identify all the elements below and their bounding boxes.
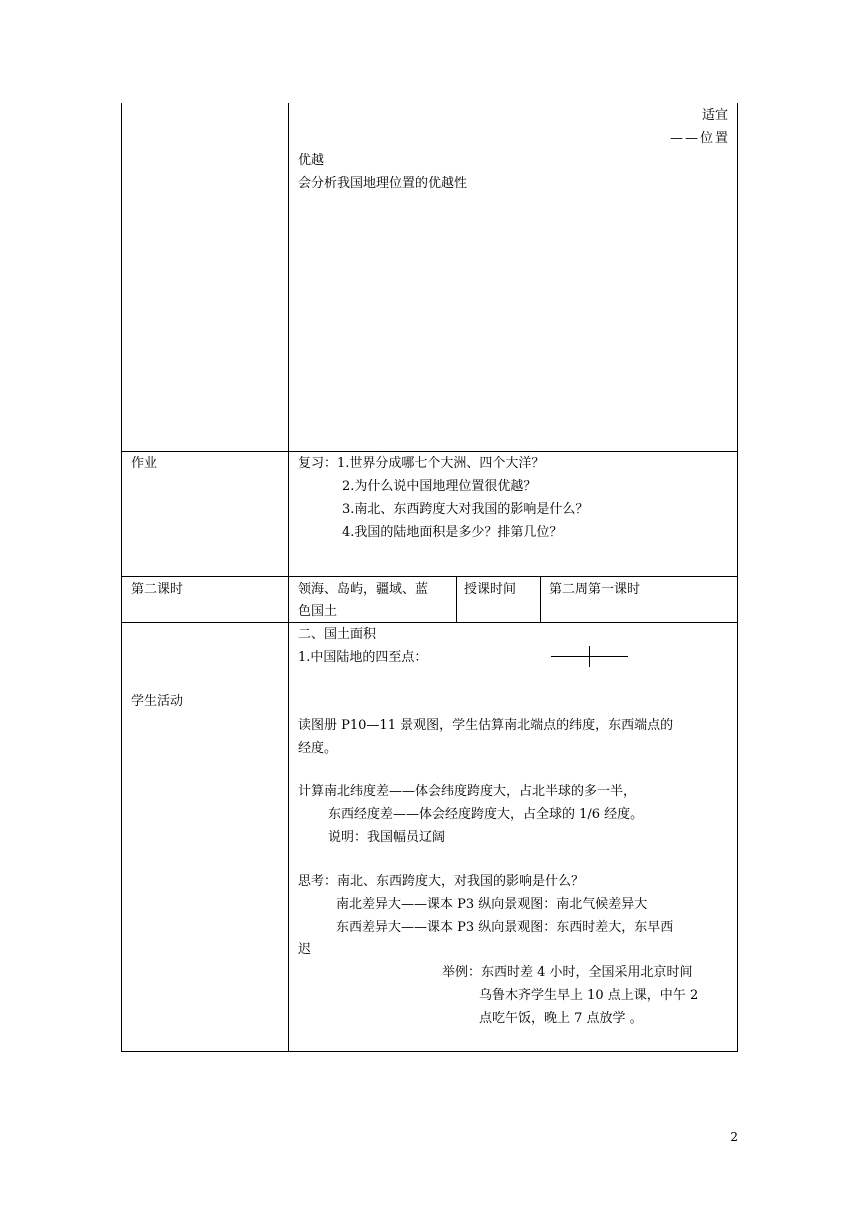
lesson2-label: 第二课时: [131, 582, 184, 597]
page-number: 2: [730, 1130, 738, 1144]
top-text-line-1: 优越: [298, 153, 325, 168]
activity-line-13: 乌鲁木齐学生早上 10 点上课，中午 2: [479, 988, 699, 1003]
table-border-mid: [288, 103, 289, 1052]
table-border-lesson-sep-2: [540, 576, 541, 622]
activity-line-8: 思考：南北、东西跨度大，对我国的影响是什么？: [298, 874, 585, 889]
activity-line-1: 二、国土面积: [298, 627, 377, 642]
activity-label: 学生活动: [131, 694, 184, 709]
activity-line-4: 经度。: [298, 741, 338, 756]
lesson2-topic-line-2: 色国土: [298, 604, 338, 619]
homework-label: 作业: [131, 456, 158, 471]
activity-line-12: 举例：东西时差 4 小时，全国采用北京时间: [442, 965, 693, 980]
activity-line-6: 东西经度差——体会经度跨度大，占全球的 1/6 经度。: [328, 807, 644, 822]
top-text-line-2: 会分析我国地理位置的优越性: [298, 176, 468, 191]
table-border-left: [121, 103, 122, 1052]
activity-line-5: 计算南北纬度差——体会纬度跨度大，占北半球的多一半，: [298, 784, 637, 799]
table-border-bottom: [121, 1051, 738, 1052]
activity-line-9: 南北差异大——课本 P3 纵向景观图：南北气候差异大: [336, 897, 648, 912]
activity-line-2: 1.中国陆地的四至点：: [298, 650, 428, 665]
table-row-divider-1: [121, 451, 738, 452]
lesson2-topic-line-1: 领海、岛屿，疆域、蓝: [298, 582, 429, 597]
table-border-right: [737, 103, 738, 1052]
lesson2-time-label: 授课时间: [464, 582, 517, 597]
homework-question-3: 3.南北、东西跨度大对我国的影响是什么？: [342, 502, 589, 517]
activity-line-7: 说明：我国幅员辽阔: [328, 830, 446, 845]
lesson2-time-value: 第二周第一课时: [549, 582, 641, 597]
table-row-divider-3: [121, 622, 738, 623]
activity-line-14: 点吃午饭，晚上 7 点放学 。: [479, 1011, 643, 1026]
table-row-divider-2: [121, 576, 738, 577]
activity-line-10: 东西差异大——课本 P3 纵向景观图：东西时差大，东早西: [336, 920, 674, 935]
activity-line-3: 读图册 P10—11 景观图，学生估算南北端点的纬度，东西端点的: [298, 718, 674, 733]
top-right-text-1: 适宜: [701, 108, 728, 123]
homework-question-2: 2.为什么说中国地理位置很优越？: [342, 479, 537, 494]
four-extremes-cross-vertical: [589, 646, 590, 667]
homework-question-1: 复习：1.世界分成哪七个大洲、四个大洋？: [298, 456, 545, 471]
top-right-text-2: ——位置: [669, 131, 730, 146]
homework-question-4: 4.我国的陆地面积是多少？排第几位？: [342, 525, 563, 540]
activity-line-11: 迟: [298, 942, 312, 957]
table-border-lesson-sep-1: [456, 576, 457, 622]
